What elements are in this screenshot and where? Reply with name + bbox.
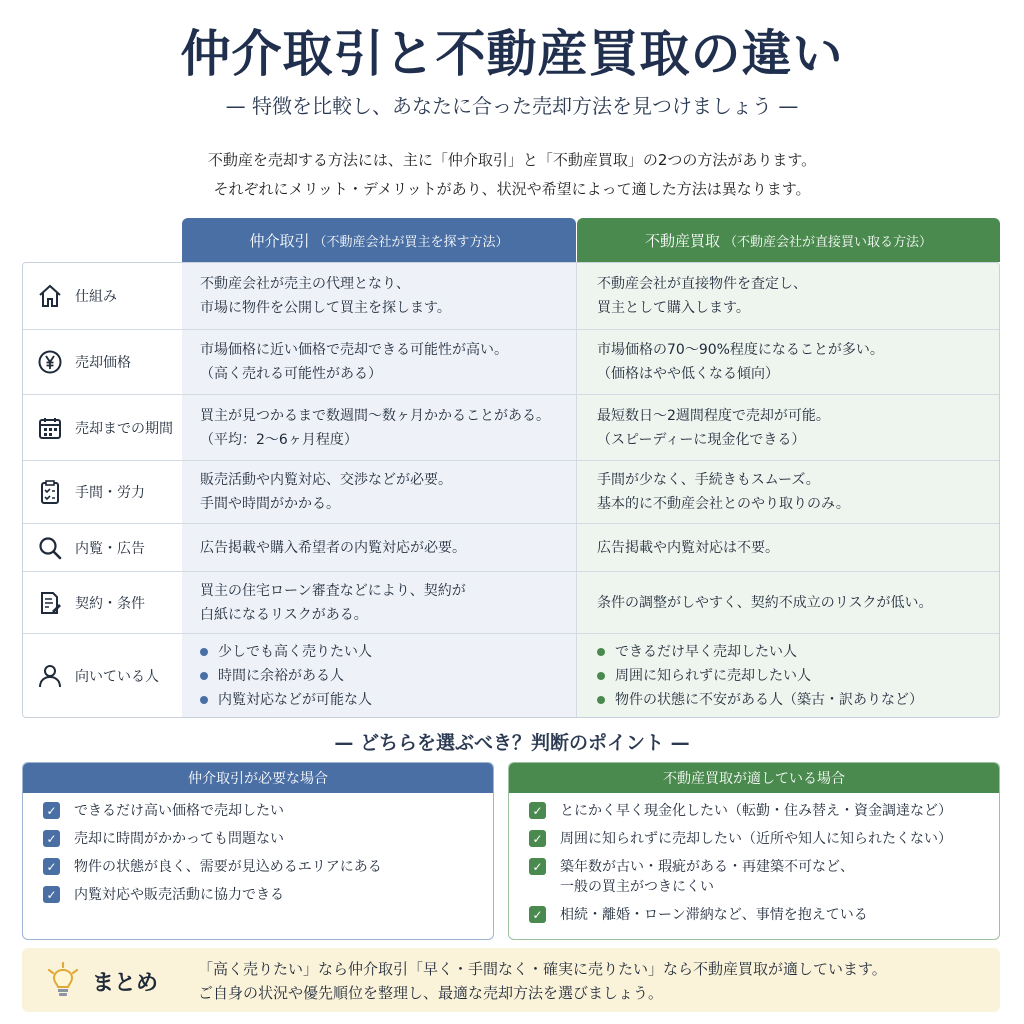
check-text: とにかく早く現金化したい（転勤・住み替え・資金調達など）	[560, 803, 952, 819]
check-item	[529, 829, 999, 849]
cell-line: 広告掲載や購入希望者の内覧対応が必要。	[200, 539, 466, 556]
column-subtitle: （不動産会社が直接買い取る方法）	[724, 234, 933, 250]
list-item-text: 時間に余裕がある人	[218, 667, 344, 684]
cell-line: 不動産会社が売主の代理となり、	[200, 276, 410, 292]
check-icon: ✓	[43, 858, 60, 875]
check-item	[529, 857, 999, 897]
buyout-cell	[577, 395, 999, 460]
list-item-text: できるだけ早く売却したい人	[615, 643, 797, 660]
summary-title: まとめ	[92, 971, 159, 996]
cell-line: 最短数日〜2週間程度で売却が可能。	[597, 407, 830, 424]
list-item-text: 少しでも高く売りたい人	[218, 643, 372, 660]
column-header-brokerage	[182, 218, 576, 262]
cell-line: 市場価格の70〜90%程度になることが多い。	[597, 342, 884, 358]
list-item-text: 内覧対応などが可能な人	[218, 691, 372, 708]
row-label	[23, 524, 183, 571]
list-item	[597, 640, 999, 664]
brokerage-cell	[182, 263, 577, 329]
column-header-buyout	[577, 218, 1000, 262]
list-item	[597, 664, 999, 688]
check-text-line: 築年数が古い・瑕疵がある・再建築不可など、	[560, 859, 854, 875]
table-row	[23, 394, 999, 460]
check-item	[43, 829, 493, 849]
row-label-text: 内覧・広告	[75, 540, 145, 557]
list-item	[200, 688, 576, 712]
bullet-dot	[597, 672, 605, 680]
row-label	[23, 461, 183, 523]
check-text: 相続・離婚・ローン滞納など、事情を抱えている	[560, 907, 868, 923]
check-text-line: 一般の買主がつきにくい	[560, 879, 714, 895]
buyout-cell	[577, 461, 999, 523]
buyout-cell	[577, 330, 999, 394]
check-item	[43, 857, 493, 877]
cell-line: 市場に物件を公開して買主を探します。	[200, 300, 451, 316]
buyout-cell	[577, 263, 999, 329]
cell-line: 手間や時間がかかる。	[200, 496, 340, 512]
intro-line: それぞれにメリット・デメリットがあり、状況や希望によって適した方法は異なります。	[213, 180, 811, 198]
intro-line: 不動産を売却する方法には、主に「仲介取引」と「不動産買取」の2つの方法があります。	[207, 151, 817, 169]
summary-line: 「高く売りたい」なら仲介取引「早く・手間なく・確実に売りたい」なら不動産買取が適しています。	[198, 960, 887, 978]
check-icon: ✓	[529, 858, 546, 875]
bullet-dot	[200, 672, 208, 680]
brokerage-cases-box	[22, 762, 494, 940]
table-row	[23, 523, 999, 571]
box-title: 不動産買取が適している場合	[509, 763, 999, 793]
person-icon	[35, 661, 65, 691]
cell-line: 買主の住宅ローン審査などにより、契約が	[200, 582, 466, 599]
table-row	[23, 460, 999, 523]
row-label	[23, 634, 183, 717]
cell-line: 不動産会社が直接物件を査定し、	[597, 276, 807, 292]
summary-box	[22, 948, 1000, 1012]
table-row	[23, 329, 999, 394]
points-title: — どちらを選ぶべき？判断のポイント —	[334, 732, 690, 754]
summary-text	[198, 957, 887, 1005]
comparison-table	[22, 262, 1000, 718]
check-text: 物件の状態が良く、需要が見込めるエリアにある	[74, 859, 382, 875]
contract-icon	[35, 588, 65, 618]
cell-line: 広告掲載や内覧対応は不要。	[597, 539, 779, 556]
box-title: 仲介取引が必要な場合	[23, 763, 493, 793]
check-text	[560, 857, 854, 897]
column-subtitle: （不動産会社が買主を探す方法）	[313, 234, 509, 250]
cell-line: （高く売れる可能性がある）	[200, 366, 382, 382]
list-item-text: 周囲に知られずに売却したい人	[615, 667, 811, 684]
table-row	[23, 571, 999, 633]
row-label	[23, 263, 183, 329]
row-label-text: 売却価格	[75, 355, 131, 371]
cell-line: 買主として購入します。	[597, 300, 750, 316]
page-subtitle: — 特徴を比較し、あなたに合った売却方法を見つけましょう —	[225, 94, 799, 118]
column-title: 不動産買取	[644, 231, 720, 250]
list-item	[597, 688, 999, 712]
buyout-cell	[577, 634, 999, 717]
list-item-text: 物件の状態に不安がある人（築古・訳ありなど）	[615, 691, 923, 708]
table-row	[23, 633, 999, 717]
cell-line: （価格はやや低くなる傾向）	[597, 366, 779, 382]
check-item	[43, 885, 493, 905]
cell-line: 買主が見つかるまで数週間〜数ヶ月かかることがある。	[200, 407, 550, 424]
bullet-dot	[200, 648, 208, 656]
check-icon: ✓	[43, 830, 60, 847]
check-icon: ✓	[529, 830, 546, 847]
check-text: 売却に時間がかかっても問題ない	[74, 831, 284, 847]
buyout-cases-box	[508, 762, 1000, 940]
cell-line: 条件の調整がしやすく、契約不成立のリスクが低い。	[597, 594, 933, 611]
row-label	[23, 395, 183, 460]
list-item	[200, 640, 576, 664]
cell-line: （スピーディーに現金化できる）	[597, 431, 806, 448]
page-title: 仲介取引と不動産買取の違い	[180, 24, 844, 83]
table-row	[23, 263, 999, 329]
check-item	[529, 801, 999, 821]
row-label-text: 契約・条件	[75, 595, 145, 612]
bullet-dot	[200, 696, 208, 704]
cell-line: 手間が少なく、手続きもスムーズ。	[597, 472, 820, 488]
brokerage-cell	[182, 395, 577, 460]
check-text: できるだけ高い価格で売却したい	[74, 803, 284, 819]
bullet-dot	[597, 696, 605, 704]
bullet-dot	[597, 648, 605, 656]
brokerage-cell	[182, 330, 577, 394]
buyout-cell	[577, 524, 999, 571]
row-label-text: 仕組み	[75, 289, 117, 305]
lightbulb-icon	[46, 962, 80, 1000]
row-label	[23, 572, 183, 633]
calendar-icon	[35, 413, 65, 443]
search-icon	[35, 533, 65, 563]
row-label-text: 手間・労力	[75, 485, 145, 501]
row-label-text: 向いている人	[75, 668, 159, 685]
check-text: 内覧対応や販売活動に協力できる	[74, 887, 284, 903]
brokerage-cell	[182, 572, 577, 633]
row-label	[23, 330, 183, 394]
cell-line: 白紙になるリスクがある。	[200, 606, 368, 623]
house-icon	[35, 281, 65, 311]
checklist-icon	[35, 477, 65, 507]
cell-line: （平均：2〜6ヶ月程度）	[200, 431, 358, 448]
brokerage-cell	[182, 634, 577, 717]
column-title: 仲介取引	[249, 231, 310, 250]
cell-line: 販売活動や内覧対応、交渉などが必要。	[200, 472, 452, 488]
cell-line: 市場価格に近い価格で売却できる可能性が高い。	[200, 342, 508, 358]
check-icon: ✓	[43, 886, 60, 903]
check-item	[529, 905, 999, 925]
list-item	[200, 664, 576, 688]
check-icon: ✓	[43, 802, 60, 819]
intro-text	[0, 146, 1024, 204]
row-label-text: 売却までの期間	[75, 420, 173, 437]
summary-line: ご自身の状況や優先順位を整理し、最適な売却方法を選びましょう。	[198, 984, 664, 1002]
yen-icon	[35, 347, 65, 377]
cell-line: 基本的に不動産会社とのやり取りのみ。	[597, 496, 850, 512]
check-item	[43, 801, 493, 821]
brokerage-cell	[182, 524, 577, 571]
check-icon: ✓	[529, 906, 546, 923]
buyout-cell	[577, 572, 999, 633]
check-icon: ✓	[529, 802, 546, 819]
brokerage-cell	[182, 461, 577, 523]
check-text: 周囲に知られずに売却したい（近所や知人に知られたくない）	[560, 831, 952, 847]
